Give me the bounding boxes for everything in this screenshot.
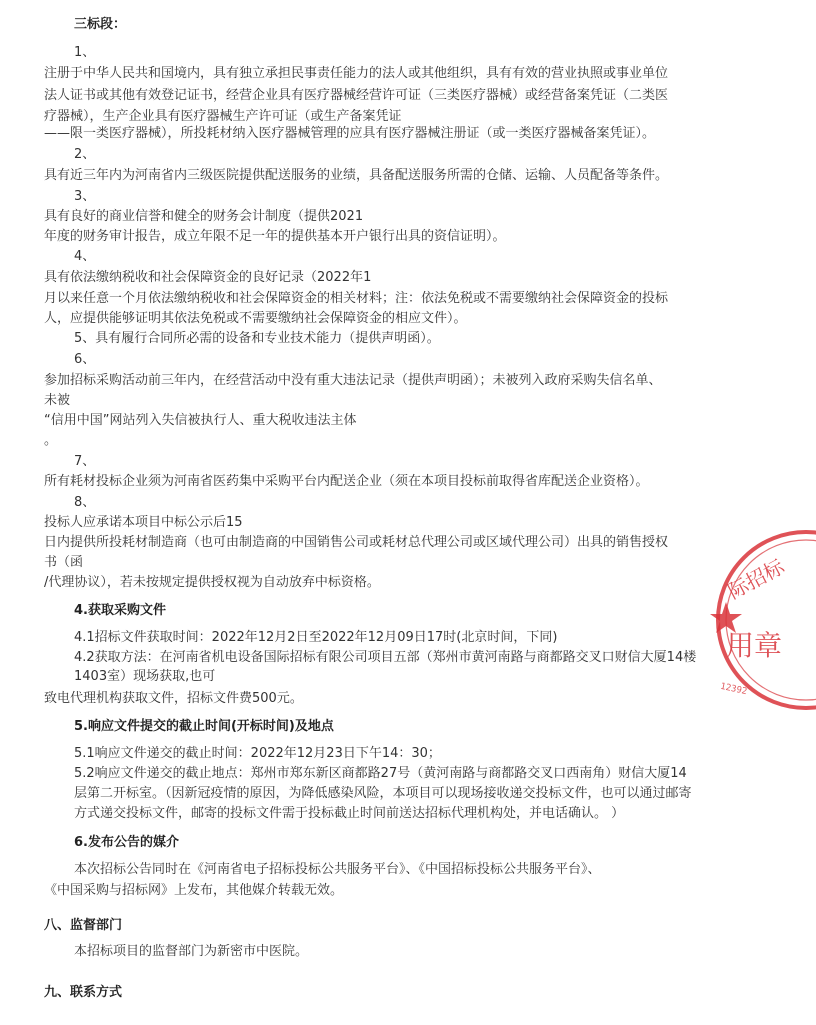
item-number-1: 1、 [74, 45, 96, 60]
paragraph-6-line-2: 未被 [44, 393, 71, 408]
section-4-line-2: 4.2获取方法：在河南省机电设备国际招标有限公司项目五部（郑州市黄河南路与商都路交叉口财信大厦14楼 [74, 650, 697, 665]
paragraph-1-line-3: 疗器械），生产企业具有医疗器械生产许可证（或生产备案凭证 [44, 109, 402, 124]
paragraph-4-line-1: 具有依法缴纳税收和社会保障资金的良好记录（2022年1 [44, 270, 372, 285]
paragraph-8-line-1: 投标人应承诺本项目中标公示后15 [44, 515, 243, 530]
section-9-heading: 九、联系方式 [44, 985, 123, 1000]
paragraph-7-line-1: 所有耗材投标企业须为河南省医药集中采购平台内配送企业（须在本项目投标前取得省库配送企业资格）。 [44, 474, 649, 489]
section-6-line-1: 本次招标公告同时在《河南省电子招标投标公共服务平台》、《中国招标投标公共服务平台》、 [74, 862, 601, 877]
section-4-line-1: 4.1招标文件获取时间：2022年12月2日至2022年12月09日17时(北京时间，下同) [74, 630, 558, 645]
paragraph-8-line-4: /代理协议），若未按规定提供授权视为自动放弃中标资格。 [44, 575, 380, 590]
seal-text-top: 际招标 [723, 554, 789, 604]
section-5-line-2: 5.2响应文件递交的截止地点：郑州市郑东新区商都路27号（黄河南路与商都路交叉口西南角）财信大厦14 [74, 766, 687, 781]
item-number-4: 4、 [74, 249, 96, 264]
section-8-line-1: 本招标项目的监督部门为新密市中医院。 [74, 944, 309, 959]
paragraph-4-line-3: 人，应提供能够证明其依法免税或不需要缴纳社会保障资金的相应文件）。 [44, 311, 467, 326]
item-number-3: 3、 [74, 189, 96, 204]
section-6-line-2: 《中国采购与招标网》上发布，其他媒介转载无效。 [44, 883, 344, 898]
section-5-heading: 5.响应文件提交的截止时间(开标时间)及地点 [74, 719, 334, 734]
section-5-line-4: 方式递交投标文件，邮寄的投标文件需于投标截止时间前送达招标代理机构处，并电话确认。 ） [74, 806, 625, 821]
paragraph-1-line-2: 法人证书或其他有效登记证书，经营企业具有医疗器械经营许可证（三类医疗器械）或经营备案凭证（二类医 [44, 88, 669, 103]
section-8-heading: 八、监督部门 [44, 918, 123, 933]
paragraph-3-line-1: 具有良好的商业信誉和健全的财务会计制度（提供2021 [44, 209, 364, 224]
section-4-line-3: 1403室）现场获取,也可 [74, 669, 216, 684]
official-seal [706, 530, 816, 710]
seal-digits: 12392 [719, 681, 748, 698]
seal-text-mid: 用章 [726, 629, 783, 662]
paragraph-4-line-2: 月以来任意一个月依法缴纳税收和社会保障资金的相关材料；注：依法免税或不需要缴纳社会保障资金的投标 [44, 291, 669, 306]
paragraph-6-line-4: 。 [44, 433, 58, 448]
paragraph-8-line-3: 书（函 [44, 555, 84, 570]
paragraph-3-line-2: 年度的财务审计报告，成立年限不足一年的提供基本开户银行出具的资信证明）。 [44, 229, 506, 244]
section-5-line-1: 5.1响应文件递交的截止时间：2022年12月23日下午14：30； [74, 746, 441, 761]
section-4-line-4: 致电代理机构获取文件，招标文件费500元。 [44, 691, 303, 706]
paragraph-1-line-4: ——限一类医疗器械），所投耗材纳入医疗器械管理的应具有医疗器械注册证（或一类医疗器械备案凭证）。 [44, 126, 656, 141]
item-number-7: 7、 [74, 454, 96, 469]
tier3-heading: 三标段： [74, 17, 127, 32]
section-6-heading: 6.发布公告的媒介 [74, 835, 179, 850]
paragraph-6-line-1: 参加招标采购活动前三年内，在经营活动中没有重大违法记录（提供声明函）；未被列入政府采购失信名单、 [44, 373, 662, 388]
paragraph-1-line-1: 注册于中华人民共和国境内，具有独立承担民事责任能力的法人或其他组织，具有有效的营业执照或事业单位 [44, 66, 669, 81]
section-5-line-3: 层第二开标室。（因新冠疫情的原因，为降低感染风险，本项目可以现场接收递交投标文件，也可以通过邮寄 [74, 786, 692, 801]
item-number-8: 8、 [74, 495, 96, 510]
section-4-heading: 4.获取采购文件 [74, 603, 166, 618]
paragraph-6-line-3: “信用中国”网站列入失信被执行人、重大税收违法主体 [44, 413, 357, 428]
item-number-2: 2、 [74, 147, 96, 162]
paragraph-8-line-2: 日内提供所投耗材制造商（也可由制造商的中国销售公司或耗材总代理公司或区域代理公司）出具的销售授权 [44, 535, 669, 550]
paragraph-5-line-1: 5、具有履行合同所必需的设备和专业技术能力（提供声明函）。 [74, 331, 440, 346]
paragraph-2-line-1: 具有近三年内为河南省内三级医院提供配送服务的业绩，具备配送服务所需的仓储、运输、人员配备等条件。 [44, 168, 669, 183]
item-number-6: 6、 [74, 352, 96, 367]
